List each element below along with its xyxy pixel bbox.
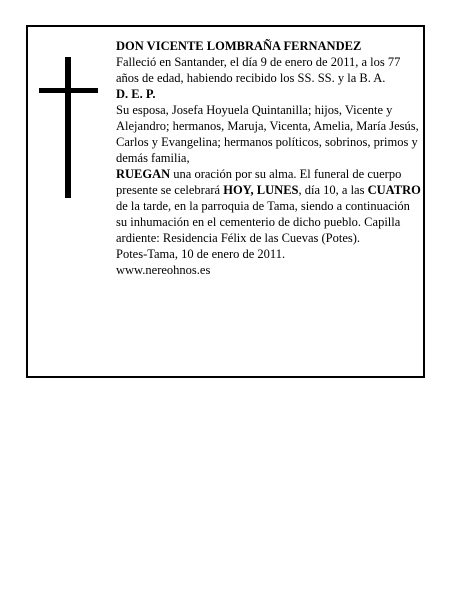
deceased-name: DON VICENTE LOMBRAÑA FERNANDEZ — [116, 39, 362, 53]
death-statement: Falleció en Santander, el día 9 de enero de 2011, a los 77 años de edad, habiendo recibido los SS. SS. y la B. A. — [116, 55, 401, 85]
notice-text — [116, 38, 422, 278]
funeral-day: HOY, LUNES — [223, 183, 299, 197]
place-date: Potes-Tama, 10 de enero de 2011. — [116, 247, 286, 261]
family-list: Su esposa, Josefa Hoyuela Quintanilla; hijos, Vicente y Alejandro; hermanos, Maruja, Vicenta, Amelia, María Jesús, Carlos y Evangelina; hermanos políticos, sobrinos, primos y demás familia, — [116, 103, 419, 165]
latin-cross-icon — [39, 57, 98, 198]
website-link[interactable]: www.nereohnos.es — [116, 263, 211, 277]
request-keyword: RUEGAN — [116, 167, 171, 181]
funeral-request — [116, 166, 422, 246]
cross-vertical-bar — [65, 57, 71, 198]
rip-line: D. E. P. — [116, 87, 156, 101]
request-text-3: de la tarde, en la parroquia de Tama, siendo a continuación su inhumación en el cementerio de dicho pueblo. Capilla ardiente: Residencia Félix de las Cuevas (Potes). — [116, 199, 410, 245]
request-text-1: una oración por su alma. El funeral de cuerpo presente se celebrará — [116, 167, 402, 197]
funeral-hour: CUATRO — [367, 183, 421, 197]
request-text-2: , día 10, a las — [298, 183, 368, 197]
cross-horizontal-bar — [39, 88, 98, 93]
obituary-notice — [26, 25, 425, 378]
